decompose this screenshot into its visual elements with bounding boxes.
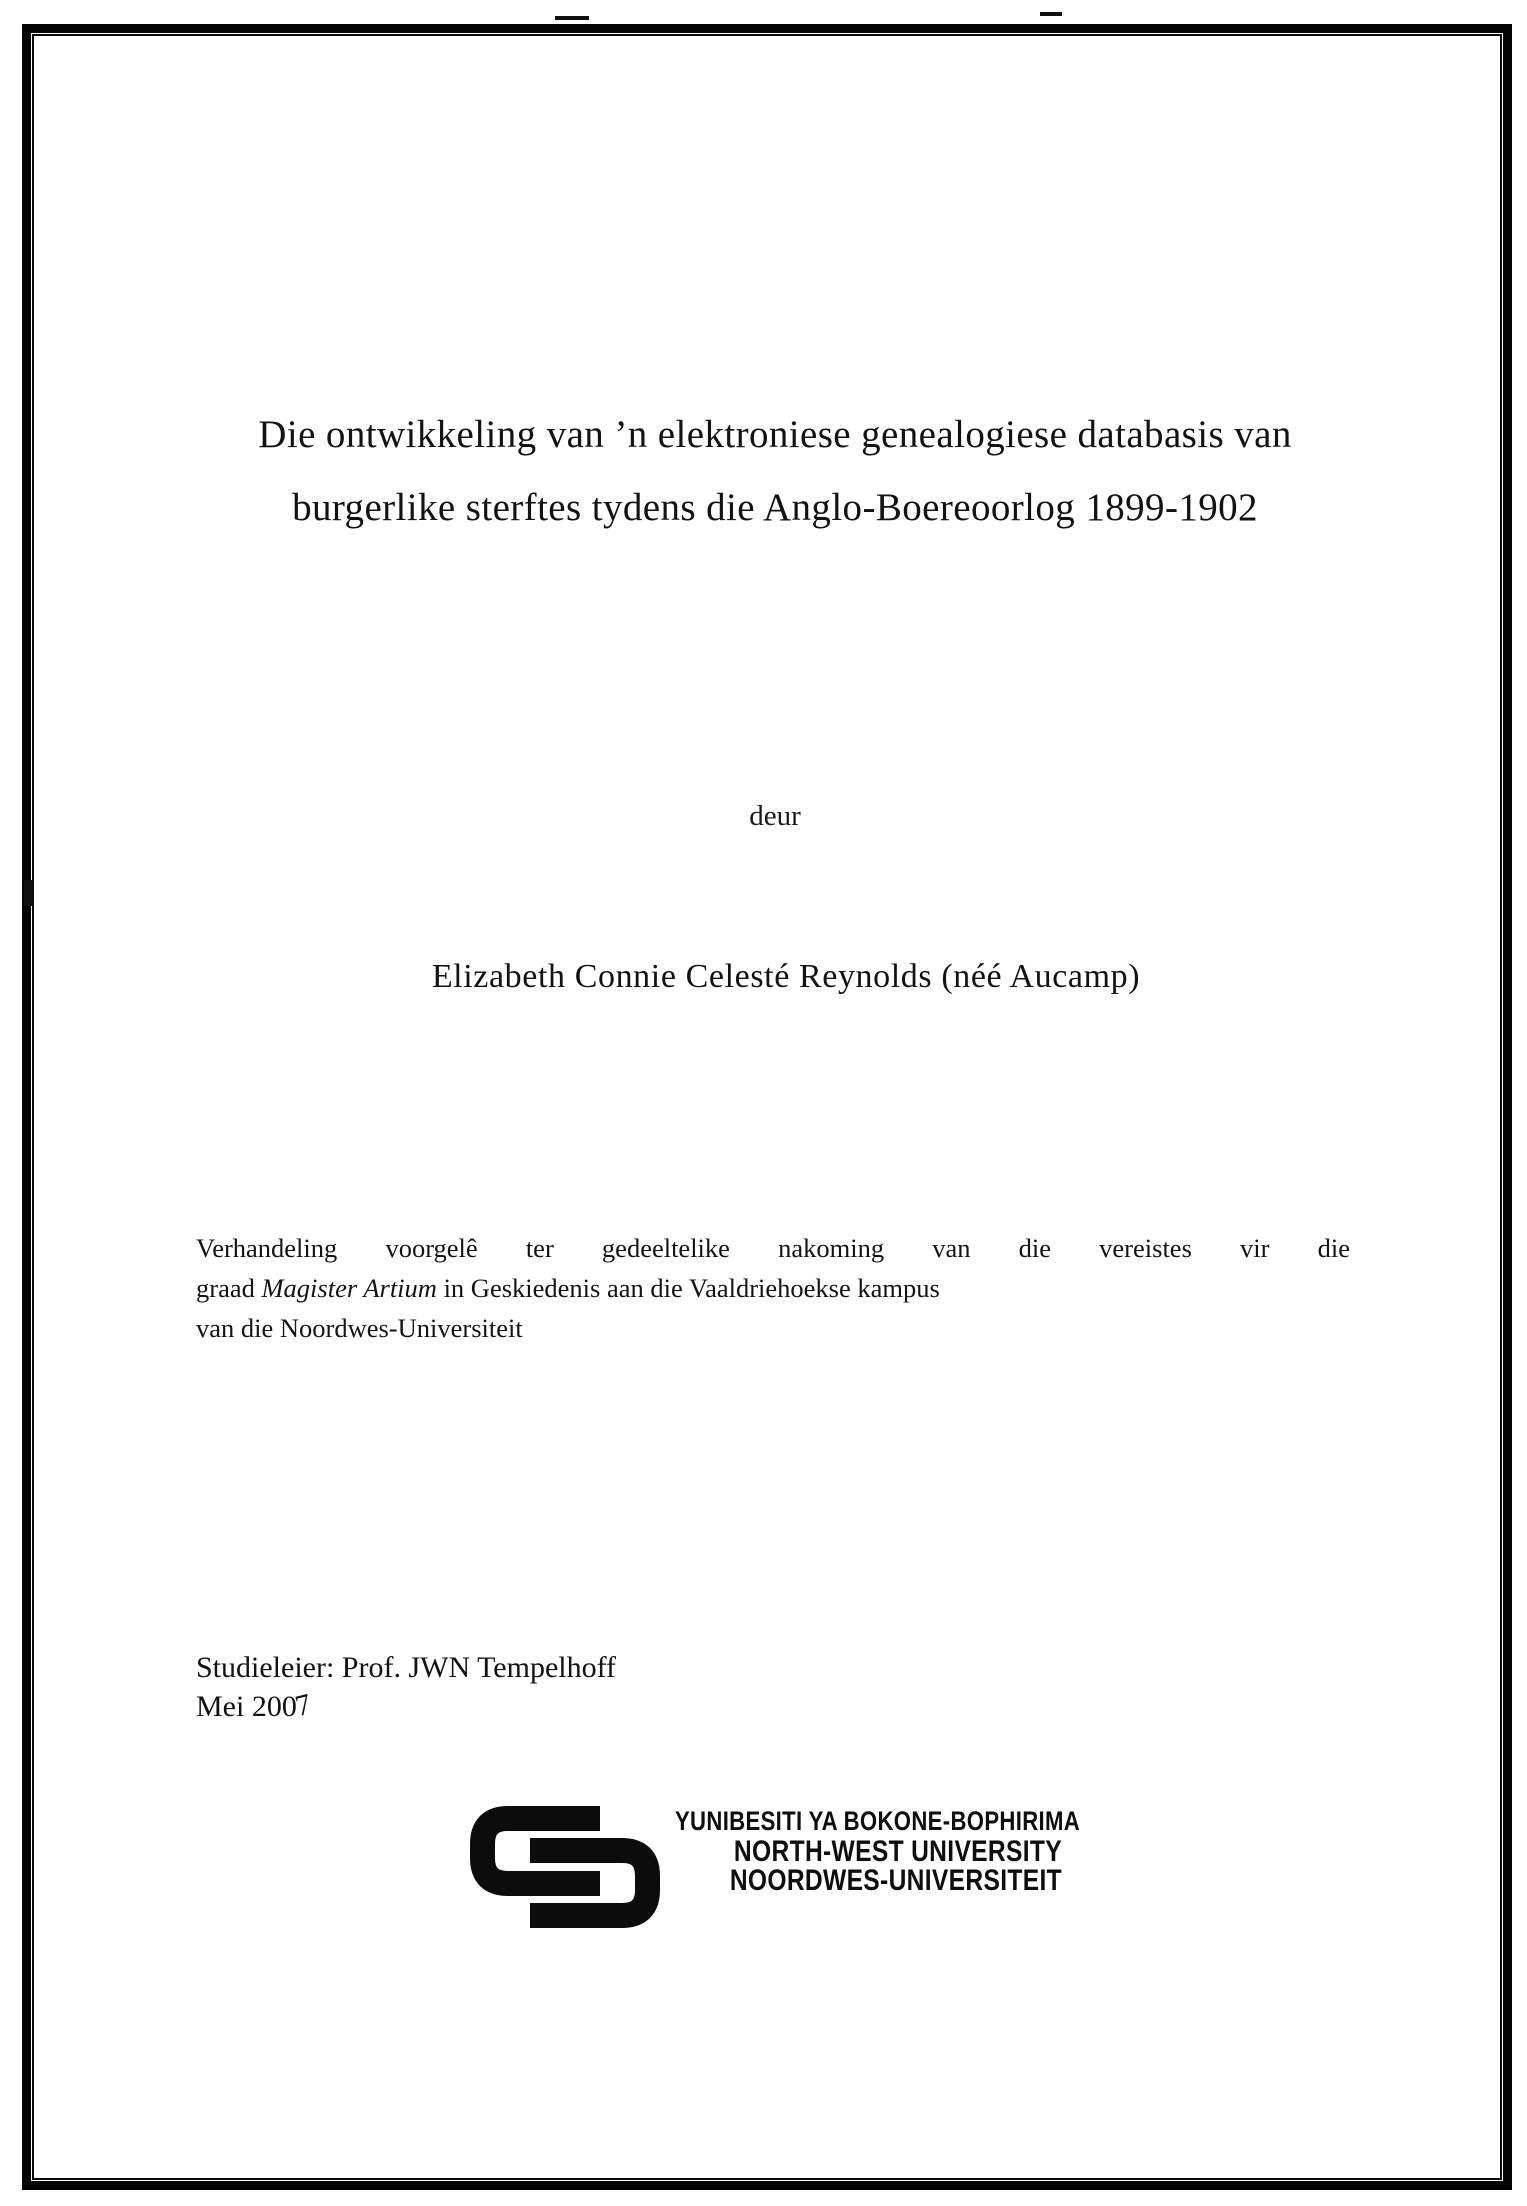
scan-artifact — [1040, 12, 1062, 16]
thesis-title-line1: Die ontwikkeling van ’n elektroniese genealogiese databasis van — [258, 413, 1292, 456]
byline: deur — [749, 800, 801, 832]
submission-line2-post: in Geskiedenis aan die Vaaldriehoekse kampus — [436, 1273, 940, 1303]
thesis-title-line2: burgerlike sterftes tydens die Anglo-Boereoorlog 1899-1902 — [292, 486, 1258, 529]
logo-line-afrikaans: NOORDWES-UNIVERSITEIT — [729, 1864, 1062, 1897]
scan-artifact — [24, 880, 32, 906]
degree-name: Magister Artium — [261, 1273, 437, 1303]
logo-line-english: NORTH-WEST UNIVERSITY — [733, 1835, 1062, 1868]
submission-line3: van die Noordwes-Universiteit — [196, 1313, 523, 1343]
thesis-title — [165, 398, 1385, 544]
date-last-digit: 7 — [291, 1687, 315, 1724]
date-prefix: Mei 200 — [196, 1690, 297, 1723]
submission-line1: Verhandeling voorgelê ter gedeeltelike nakoming van die vereistes vir die — [196, 1233, 1350, 1263]
submission-line2-pre: graad — [196, 1273, 262, 1303]
supervisor-line: Studieleier: Prof. JWN Tempelhoff — [196, 1651, 617, 1684]
scan-artifact — [555, 16, 589, 20]
submission-line2 — [196, 1268, 1350, 1308]
author-name: Elizabeth Connie Celesté Reynolds (néé Aucamp) — [431, 958, 1141, 995]
logo-line-setswana: YUNIBESITI YA BOKONE-BOPHIRIMA — [674, 1806, 1081, 1836]
supervisor-block — [196, 1648, 1096, 1726]
date-line — [196, 1687, 1096, 1726]
university-logo — [470, 1803, 1081, 1933]
submission-statement — [196, 1228, 1350, 1348]
university-logo-text — [590, 1805, 1081, 1897]
